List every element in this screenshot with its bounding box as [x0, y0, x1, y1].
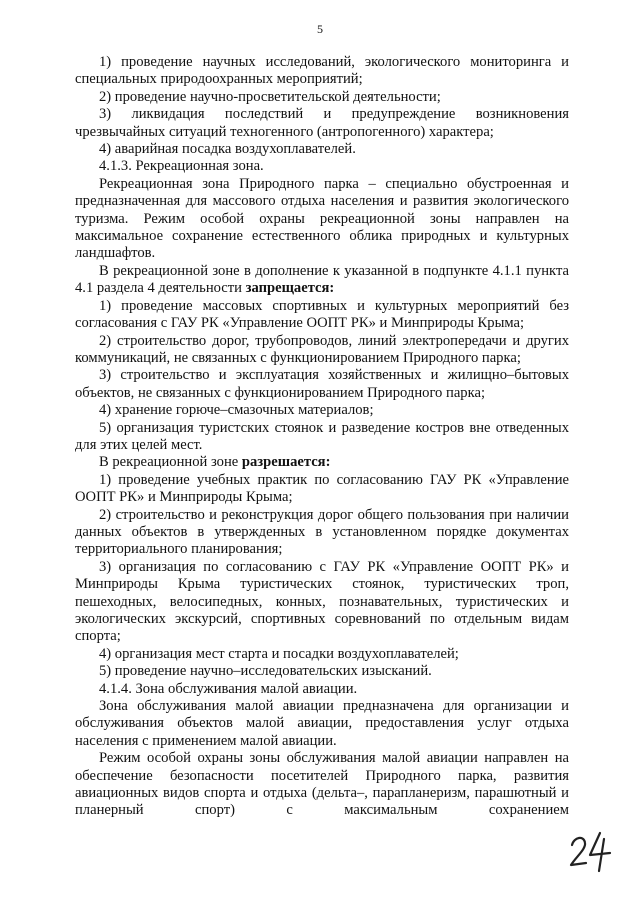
paragraph: Режим особой охраны зоны обслуживания малой авиации направлен на обеспечение безопасности посетителей Природного парка, развития авиационных видов спорта и отдыха (дельта–, парапланеризм, парашютный и планерный спорт) с максимальным сохранением — [75, 750, 569, 819]
paragraph: 5) организация туристских стоянок и разведение костров вне отведенных для этих целей мест. — [75, 419, 569, 453]
paragraph: 1) проведение массовых спортивных и культурных мероприятий без согласования с ГАУ РК «Управление ООПТ РК» и Минприроды Крыма; — [75, 297, 569, 332]
permitted-intro-paragraph — [75, 454, 569, 471]
paragraph: 5) проведение научно–исследовательских изысканий. — [99, 663, 432, 680]
paragraph: 2) строительство и реконструкция дорог общего пользования при наличии данных объектов в утвержденных в установленном порядке документах территориального планирования; — [75, 506, 569, 558]
prohibited-intro-paragraph — [75, 263, 569, 298]
section-heading: 4.1.3. Рекреационная зона. — [99, 158, 264, 175]
paragraph: 4) хранение горюче–смазочных материалов; — [99, 402, 374, 419]
paragraph: Рекреационная зона Природного парка – специально обустроенная и предназначенная для массового отдыха населения и развития экологического туризма. Режим особой охраны рекреационной зоны направлен на максимальное сохранение естественного облика природных и культурных ландшафтов. — [75, 175, 569, 262]
prohibited-keyword: запрещается: — [245, 280, 335, 297]
paragraph: 2) строительство дорог, трубопроводов, линий электропередачи и других коммуникаций, не связанных с функционированием Природного парка; — [75, 332, 569, 366]
permitted-keyword: разрешается: — [241, 454, 331, 471]
handwritten-page-note — [566, 825, 616, 875]
prohibited-intro-text: В рекреационной зоне в дополнение к указанной в подпункте 4.1.1 пункта 4.1 раздела 4 деятельности — [75, 262, 569, 297]
paragraph: 2) проведение научно-просветительской деятельности; — [99, 88, 441, 105]
paragraph: 4) аварийная посадка воздухоплавателей. — [99, 141, 356, 158]
page-number: 5 — [317, 22, 323, 36]
paragraph: 3) ликвидация последствий и предупреждение возникновения чрезвычайных ситуаций техногенного (антропогенного) характера; — [75, 106, 569, 140]
permitted-intro-text: В рекреационной зоне — [99, 454, 242, 471]
section-heading: 4.1.4. Зона обслуживания малой авиации. — [99, 680, 358, 697]
paragraph: 3) строительство и эксплуатация хозяйственных и жилищно–бытовых объектов, не связанных с функционированием Природного парка; — [75, 367, 569, 401]
paragraph: 1) проведение научных исследований, экологического мониторинга и специальных природоохранных мероприятий; — [75, 54, 569, 88]
document-body — [75, 54, 569, 820]
paragraph: 3) организация по согласованию с ГАУ РК «Управление ООПТ РК» и Минприроды Крыма туристических стоянок, туристических троп, пешеходных, велосипедных, конных, познавательных, туристических и экологических экскурсий, спортивных соревнований по отдельным видам спорта; — [75, 558, 569, 645]
paragraph: 4) организация мест старта и посадки воздухоплавателей; — [99, 645, 459, 662]
paragraph: 1) проведение учебных практик по согласованию ГАУ РК «Управление ООПТ РК» и Минприроды Крыма; — [75, 471, 569, 506]
paragraph: Зона обслуживания малой авиации предназначена для организации и обслуживания объектов малой авиации, предоставления услуг отдыха населения с применением малой авиации. — [75, 698, 569, 749]
